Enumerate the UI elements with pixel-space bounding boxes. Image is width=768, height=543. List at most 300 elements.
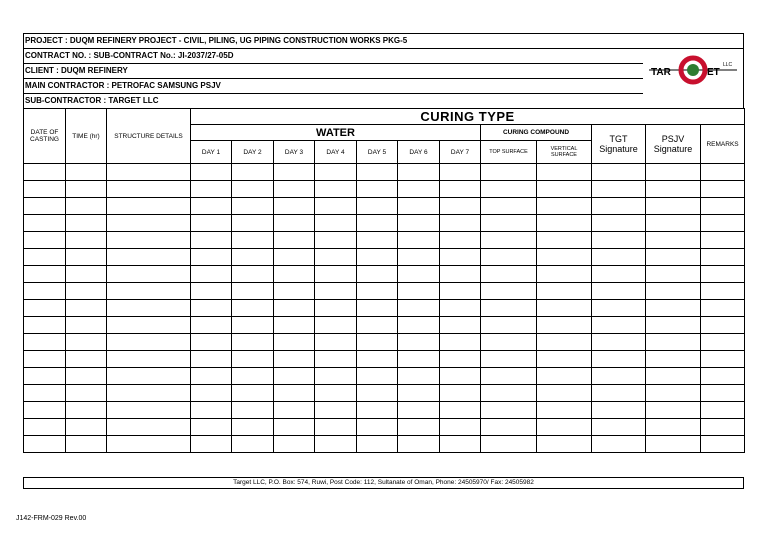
entry-cell[interactable] bbox=[24, 317, 66, 334]
entry-cell[interactable] bbox=[357, 215, 398, 232]
entry-cell[interactable] bbox=[315, 385, 357, 402]
entry-cell[interactable] bbox=[398, 300, 440, 317]
table-row bbox=[24, 385, 745, 402]
entry-cell[interactable] bbox=[232, 164, 274, 181]
entry-cell[interactable] bbox=[232, 181, 274, 198]
entry-cell[interactable] bbox=[701, 215, 745, 232]
sub-contractor-line: SUB-CONTRACTOR : TARGET LLC bbox=[25, 96, 159, 105]
water-header: WATER bbox=[191, 125, 481, 141]
entry-cell[interactable] bbox=[481, 385, 537, 402]
entry-cell[interactable] bbox=[107, 266, 191, 283]
entry-cell[interactable] bbox=[315, 249, 357, 266]
entry-cell[interactable] bbox=[24, 198, 66, 215]
entry-cell[interactable] bbox=[191, 181, 232, 198]
entry-cell[interactable] bbox=[66, 181, 107, 198]
entry-cell[interactable] bbox=[592, 164, 646, 181]
entry-cell[interactable] bbox=[592, 419, 646, 436]
entry-cell[interactable] bbox=[357, 181, 398, 198]
entry-cell[interactable] bbox=[701, 436, 745, 453]
entry-cell[interactable] bbox=[357, 164, 398, 181]
entry-cell[interactable] bbox=[232, 385, 274, 402]
entry-cell[interactable] bbox=[481, 198, 537, 215]
entry-cell[interactable] bbox=[646, 232, 701, 249]
project-line: PROJECT : DUQM REFINERY PROJECT - CIVIL, PILING, UG PIPING CONSTRUCTION WORKS PKG-5 bbox=[24, 34, 743, 49]
vertical-surface-header: VERTICAL SURFACE bbox=[537, 141, 592, 164]
client-line: CLIENT : DUQM REFINERY bbox=[24, 64, 643, 79]
svg-text:ET: ET bbox=[707, 67, 720, 78]
entry-cell[interactable] bbox=[274, 164, 315, 181]
entry-cell[interactable] bbox=[537, 402, 592, 419]
entry-cell[interactable] bbox=[701, 351, 745, 368]
entry-cell[interactable] bbox=[66, 232, 107, 249]
entry-cell[interactable] bbox=[701, 232, 745, 249]
entry-cell[interactable] bbox=[66, 385, 107, 402]
entry-cell[interactable] bbox=[274, 419, 315, 436]
svg-text:LLC: LLC bbox=[723, 62, 733, 68]
entry-cell[interactable] bbox=[191, 419, 232, 436]
entry-cell[interactable] bbox=[398, 402, 440, 419]
entry-cell[interactable] bbox=[398, 181, 440, 198]
entry-cell[interactable] bbox=[107, 198, 191, 215]
entry-cell[interactable] bbox=[232, 334, 274, 351]
entry-cell[interactable] bbox=[701, 249, 745, 266]
form-header bbox=[23, 33, 744, 108]
entry-cell[interactable] bbox=[537, 368, 592, 385]
footer-address: Target LLC, P.O. Box: 574, Ruwi, Post Code: 112, Sultanate of Oman, Phone: 24505970/ Fax: 24505982 bbox=[23, 477, 744, 489]
table-row bbox=[24, 266, 745, 283]
entry-cell[interactable] bbox=[440, 402, 481, 419]
form-sheet bbox=[23, 33, 744, 453]
entry-cell[interactable] bbox=[701, 181, 745, 198]
entry-cell[interactable] bbox=[481, 181, 537, 198]
entry-cell[interactable] bbox=[24, 266, 66, 283]
main-contractor-line: MAIN CONTRACTOR : PETROFAC SAMSUNG PSJV bbox=[24, 79, 643, 94]
day-header: DAY 3 bbox=[274, 141, 315, 164]
entry-cell[interactable] bbox=[274, 198, 315, 215]
entry-cell[interactable] bbox=[107, 300, 191, 317]
entry-cell[interactable] bbox=[191, 436, 232, 453]
entry-cell[interactable] bbox=[646, 249, 701, 266]
entry-cell[interactable] bbox=[315, 232, 357, 249]
curing-type-header: CURING TYPE bbox=[191, 109, 745, 125]
entry-cell[interactable] bbox=[232, 436, 274, 453]
entry-cell[interactable] bbox=[701, 164, 745, 181]
entry-cell[interactable] bbox=[440, 181, 481, 198]
entry-cell[interactable] bbox=[232, 266, 274, 283]
entry-cell[interactable] bbox=[440, 436, 481, 453]
entry-cell[interactable] bbox=[191, 300, 232, 317]
entry-cell[interactable] bbox=[701, 368, 745, 385]
table-row bbox=[24, 419, 745, 436]
entry-cell[interactable] bbox=[398, 334, 440, 351]
entry-cell[interactable] bbox=[24, 300, 66, 317]
entry-cell[interactable] bbox=[481, 283, 537, 300]
entry-cell[interactable] bbox=[24, 436, 66, 453]
entry-cell[interactable] bbox=[646, 368, 701, 385]
entry-cell[interactable] bbox=[232, 249, 274, 266]
entry-cell[interactable] bbox=[66, 368, 107, 385]
entry-cell[interactable] bbox=[357, 368, 398, 385]
entry-cell[interactable] bbox=[592, 351, 646, 368]
entry-cell[interactable] bbox=[537, 419, 592, 436]
entry-cell[interactable] bbox=[66, 283, 107, 300]
entry-cell[interactable] bbox=[646, 164, 701, 181]
day-header: DAY 4 bbox=[315, 141, 357, 164]
entry-cell[interactable] bbox=[440, 300, 481, 317]
entry-cell[interactable] bbox=[481, 351, 537, 368]
entry-cell[interactable] bbox=[191, 283, 232, 300]
entry-cell[interactable] bbox=[398, 436, 440, 453]
entry-cell[interactable] bbox=[315, 198, 357, 215]
day-header: DAY 5 bbox=[357, 141, 398, 164]
entry-cell[interactable] bbox=[24, 351, 66, 368]
entry-cell[interactable] bbox=[398, 368, 440, 385]
entry-cell[interactable] bbox=[24, 334, 66, 351]
entry-cell[interactable] bbox=[24, 283, 66, 300]
entry-cell[interactable] bbox=[274, 385, 315, 402]
contract-line: CONTRACT NO. : SUB-CONTRACT No.: JI-2037/27-05D bbox=[24, 49, 643, 64]
entry-cell[interactable] bbox=[232, 232, 274, 249]
entry-cell[interactable] bbox=[232, 368, 274, 385]
entry-cell[interactable] bbox=[481, 249, 537, 266]
entry-cell[interactable] bbox=[701, 385, 745, 402]
entry-cell[interactable] bbox=[315, 334, 357, 351]
entry-cell[interactable] bbox=[398, 385, 440, 402]
day-header: DAY 1 bbox=[191, 141, 232, 164]
entry-cell[interactable] bbox=[398, 419, 440, 436]
entry-cell[interactable] bbox=[701, 300, 745, 317]
entry-cell[interactable] bbox=[107, 436, 191, 453]
entry-cell[interactable] bbox=[398, 249, 440, 266]
entry-cell[interactable] bbox=[440, 249, 481, 266]
entry-cell[interactable] bbox=[537, 436, 592, 453]
entry-cell[interactable] bbox=[315, 164, 357, 181]
entry-cell[interactable] bbox=[274, 402, 315, 419]
entry-cell[interactable] bbox=[481, 164, 537, 181]
entry-cell[interactable] bbox=[701, 266, 745, 283]
entry-cell[interactable] bbox=[107, 419, 191, 436]
entry-cell[interactable] bbox=[646, 215, 701, 232]
entry-cell[interactable] bbox=[232, 317, 274, 334]
svg-text:TAR: TAR bbox=[651, 67, 671, 78]
entry-cell[interactable] bbox=[66, 164, 107, 181]
entry-cell[interactable] bbox=[357, 232, 398, 249]
entry-cell[interactable] bbox=[66, 334, 107, 351]
entry-cell[interactable] bbox=[592, 300, 646, 317]
entry-cell[interactable] bbox=[66, 215, 107, 232]
entry-cell[interactable] bbox=[646, 283, 701, 300]
entry-cell[interactable] bbox=[701, 198, 745, 215]
entry-cell[interactable] bbox=[315, 436, 357, 453]
entry-cell[interactable] bbox=[107, 385, 191, 402]
entry-cell[interactable] bbox=[592, 368, 646, 385]
entry-cell[interactable] bbox=[232, 402, 274, 419]
entry-cell[interactable] bbox=[274, 317, 315, 334]
entry-cell[interactable] bbox=[537, 164, 592, 181]
entry-cell[interactable] bbox=[701, 334, 745, 351]
table-row bbox=[24, 402, 745, 419]
table-row bbox=[24, 283, 745, 300]
entry-cell[interactable] bbox=[274, 334, 315, 351]
entry-cell[interactable] bbox=[24, 385, 66, 402]
structure-details-header: STRUCTURE DETAILS bbox=[107, 109, 191, 164]
entry-cell[interactable] bbox=[357, 300, 398, 317]
time-header: TIME (hr) bbox=[66, 109, 107, 164]
entry-cell[interactable] bbox=[592, 198, 646, 215]
entry-cell[interactable] bbox=[646, 300, 701, 317]
entry-cell[interactable] bbox=[357, 436, 398, 453]
entry-cell[interactable] bbox=[24, 402, 66, 419]
entry-cell[interactable] bbox=[274, 181, 315, 198]
entry-cell[interactable] bbox=[191, 266, 232, 283]
entry-cell[interactable] bbox=[440, 368, 481, 385]
entry-cell[interactable] bbox=[440, 334, 481, 351]
entry-cell[interactable] bbox=[191, 232, 232, 249]
entry-cell[interactable] bbox=[232, 351, 274, 368]
entry-cell[interactable] bbox=[66, 402, 107, 419]
table-row bbox=[24, 334, 745, 351]
entry-cell[interactable] bbox=[646, 266, 701, 283]
entry-cell[interactable] bbox=[315, 368, 357, 385]
entry-cell[interactable] bbox=[481, 232, 537, 249]
entry-cell[interactable] bbox=[274, 249, 315, 266]
entry-cell[interactable] bbox=[274, 300, 315, 317]
date-of-casting-header: DATE OF CASTING bbox=[24, 109, 66, 164]
entry-cell[interactable] bbox=[232, 283, 274, 300]
entry-cell[interactable] bbox=[357, 419, 398, 436]
entry-cell[interactable] bbox=[66, 317, 107, 334]
entry-cell[interactable] bbox=[646, 351, 701, 368]
entry-cell[interactable] bbox=[537, 198, 592, 215]
entry-cell[interactable] bbox=[592, 334, 646, 351]
entry-cell[interactable] bbox=[481, 300, 537, 317]
entry-cell[interactable] bbox=[315, 402, 357, 419]
entry-cell[interactable] bbox=[66, 249, 107, 266]
entry-cell[interactable] bbox=[24, 249, 66, 266]
entry-cell[interactable] bbox=[357, 249, 398, 266]
entry-cell[interactable] bbox=[398, 215, 440, 232]
entry-cell[interactable] bbox=[646, 436, 701, 453]
entry-cell[interactable] bbox=[107, 232, 191, 249]
entry-cell[interactable] bbox=[274, 368, 315, 385]
entry-cell[interactable] bbox=[592, 436, 646, 453]
entry-cell[interactable] bbox=[232, 198, 274, 215]
entry-cell[interactable] bbox=[66, 300, 107, 317]
entry-cell[interactable] bbox=[357, 317, 398, 334]
entry-cell[interactable] bbox=[315, 215, 357, 232]
entry-cell[interactable] bbox=[107, 249, 191, 266]
entry-cell[interactable] bbox=[232, 300, 274, 317]
entry-cell[interactable] bbox=[537, 215, 592, 232]
entry-cell[interactable] bbox=[481, 266, 537, 283]
entry-cell[interactable] bbox=[592, 317, 646, 334]
entry-cell[interactable] bbox=[191, 351, 232, 368]
entry-cell[interactable] bbox=[592, 385, 646, 402]
entry-cell[interactable] bbox=[398, 283, 440, 300]
entry-cell[interactable] bbox=[646, 402, 701, 419]
company-logo bbox=[644, 48, 742, 92]
entry-cell[interactable] bbox=[592, 266, 646, 283]
entry-cell[interactable] bbox=[107, 368, 191, 385]
tgt-signature-header: TGT Signature bbox=[592, 125, 646, 164]
entry-cell[interactable] bbox=[537, 385, 592, 402]
entry-cell[interactable] bbox=[191, 402, 232, 419]
table-row bbox=[24, 368, 745, 385]
entry-cell[interactable] bbox=[191, 385, 232, 402]
entry-cell[interactable] bbox=[274, 283, 315, 300]
entry-cell[interactable] bbox=[537, 266, 592, 283]
entry-cell[interactable] bbox=[592, 249, 646, 266]
table-body bbox=[24, 164, 745, 453]
entry-cell[interactable] bbox=[24, 164, 66, 181]
entry-cell[interactable] bbox=[481, 334, 537, 351]
entry-cell[interactable] bbox=[274, 266, 315, 283]
entry-cell[interactable] bbox=[107, 283, 191, 300]
form-code: J142-FRM-029 Rev.00 bbox=[16, 515, 87, 522]
entry-cell[interactable] bbox=[398, 266, 440, 283]
entry-cell[interactable] bbox=[357, 198, 398, 215]
entry-cell[interactable] bbox=[646, 334, 701, 351]
entry-cell[interactable] bbox=[398, 351, 440, 368]
entry-cell[interactable] bbox=[646, 198, 701, 215]
entry-cell[interactable] bbox=[440, 317, 481, 334]
entry-cell[interactable] bbox=[481, 436, 537, 453]
entry-cell[interactable] bbox=[107, 181, 191, 198]
entry-cell[interactable] bbox=[191, 368, 232, 385]
entry-cell[interactable] bbox=[537, 249, 592, 266]
entry-cell[interactable] bbox=[537, 232, 592, 249]
entry-cell[interactable] bbox=[274, 232, 315, 249]
entry-cell[interactable] bbox=[440, 266, 481, 283]
entry-cell[interactable] bbox=[66, 351, 107, 368]
entry-cell[interactable] bbox=[191, 164, 232, 181]
entry-cell[interactable] bbox=[440, 164, 481, 181]
entry-cell[interactable] bbox=[398, 198, 440, 215]
entry-cell[interactable] bbox=[232, 419, 274, 436]
day-header: DAY 2 bbox=[232, 141, 274, 164]
day-header: DAY 7 bbox=[440, 141, 481, 164]
entry-cell[interactable] bbox=[440, 198, 481, 215]
curing-compound-header: CURING COMPOUND bbox=[481, 125, 592, 141]
entry-cell[interactable] bbox=[537, 283, 592, 300]
entry-cell[interactable] bbox=[481, 215, 537, 232]
entry-cell[interactable] bbox=[701, 419, 745, 436]
entry-cell[interactable] bbox=[646, 385, 701, 402]
entry-cell[interactable] bbox=[646, 317, 701, 334]
entry-cell[interactable] bbox=[315, 283, 357, 300]
entry-cell[interactable] bbox=[440, 215, 481, 232]
entry-cell[interactable] bbox=[440, 419, 481, 436]
entry-cell[interactable] bbox=[701, 283, 745, 300]
table-row bbox=[24, 164, 745, 181]
entry-cell[interactable] bbox=[315, 300, 357, 317]
entry-cell[interactable] bbox=[107, 164, 191, 181]
entry-cell[interactable] bbox=[191, 249, 232, 266]
table-row bbox=[24, 351, 745, 368]
entry-cell[interactable] bbox=[592, 402, 646, 419]
entry-cell[interactable] bbox=[481, 419, 537, 436]
entry-cell[interactable] bbox=[24, 215, 66, 232]
entry-cell[interactable] bbox=[646, 419, 701, 436]
entry-cell[interactable] bbox=[315, 351, 357, 368]
entry-cell[interactable] bbox=[357, 385, 398, 402]
entry-cell[interactable] bbox=[315, 419, 357, 436]
entry-cell[interactable] bbox=[66, 266, 107, 283]
entry-cell[interactable] bbox=[274, 215, 315, 232]
entry-cell[interactable] bbox=[24, 419, 66, 436]
entry-cell[interactable] bbox=[592, 215, 646, 232]
entry-cell[interactable] bbox=[481, 402, 537, 419]
entry-cell[interactable] bbox=[232, 215, 274, 232]
entry-cell[interactable] bbox=[24, 232, 66, 249]
entry-cell[interactable] bbox=[592, 232, 646, 249]
entry-cell[interactable] bbox=[191, 215, 232, 232]
entry-cell[interactable] bbox=[537, 334, 592, 351]
entry-cell[interactable] bbox=[66, 198, 107, 215]
entry-cell[interactable] bbox=[107, 402, 191, 419]
table-row bbox=[24, 300, 745, 317]
entry-cell[interactable] bbox=[357, 283, 398, 300]
entry-cell[interactable] bbox=[440, 385, 481, 402]
entry-cell[interactable] bbox=[66, 436, 107, 453]
entry-cell[interactable] bbox=[357, 351, 398, 368]
entry-cell[interactable] bbox=[646, 181, 701, 198]
entry-cell[interactable] bbox=[24, 368, 66, 385]
entry-cell[interactable] bbox=[357, 402, 398, 419]
entry-cell[interactable] bbox=[481, 317, 537, 334]
entry-cell[interactable] bbox=[107, 334, 191, 351]
entry-cell[interactable] bbox=[440, 283, 481, 300]
entry-cell[interactable] bbox=[537, 351, 592, 368]
table-row bbox=[24, 249, 745, 266]
entry-cell[interactable] bbox=[440, 232, 481, 249]
table-row bbox=[24, 436, 745, 453]
entry-cell[interactable] bbox=[107, 215, 191, 232]
entry-cell[interactable] bbox=[315, 317, 357, 334]
entry-cell[interactable] bbox=[481, 368, 537, 385]
entry-cell[interactable] bbox=[24, 181, 66, 198]
entry-cell[interactable] bbox=[537, 317, 592, 334]
entry-cell[interactable] bbox=[398, 317, 440, 334]
entry-cell[interactable] bbox=[592, 283, 646, 300]
entry-cell[interactable] bbox=[274, 351, 315, 368]
day-header: DAY 6 bbox=[398, 141, 440, 164]
entry-cell[interactable] bbox=[315, 181, 357, 198]
entry-cell[interactable] bbox=[440, 351, 481, 368]
entry-cell[interactable] bbox=[315, 266, 357, 283]
entry-cell[interactable] bbox=[357, 334, 398, 351]
entry-cell[interactable] bbox=[592, 181, 646, 198]
entry-cell[interactable] bbox=[398, 164, 440, 181]
entry-cell[interactable] bbox=[107, 317, 191, 334]
entry-cell[interactable] bbox=[398, 232, 440, 249]
entry-cell[interactable] bbox=[357, 266, 398, 283]
entry-cell[interactable] bbox=[701, 402, 745, 419]
entry-cell[interactable] bbox=[191, 198, 232, 215]
table-row bbox=[24, 181, 745, 198]
entry-cell[interactable] bbox=[107, 351, 191, 368]
entry-cell[interactable] bbox=[537, 300, 592, 317]
entry-cell[interactable] bbox=[701, 317, 745, 334]
top-surface-header: TOP SURFACE bbox=[481, 141, 537, 164]
entry-cell[interactable] bbox=[66, 419, 107, 436]
table-row bbox=[24, 232, 745, 249]
entry-cell[interactable] bbox=[191, 334, 232, 351]
entry-cell[interactable] bbox=[537, 181, 592, 198]
entry-cell[interactable] bbox=[191, 317, 232, 334]
entry-cell[interactable] bbox=[274, 436, 315, 453]
remarks-header: REMARKS bbox=[701, 125, 745, 164]
